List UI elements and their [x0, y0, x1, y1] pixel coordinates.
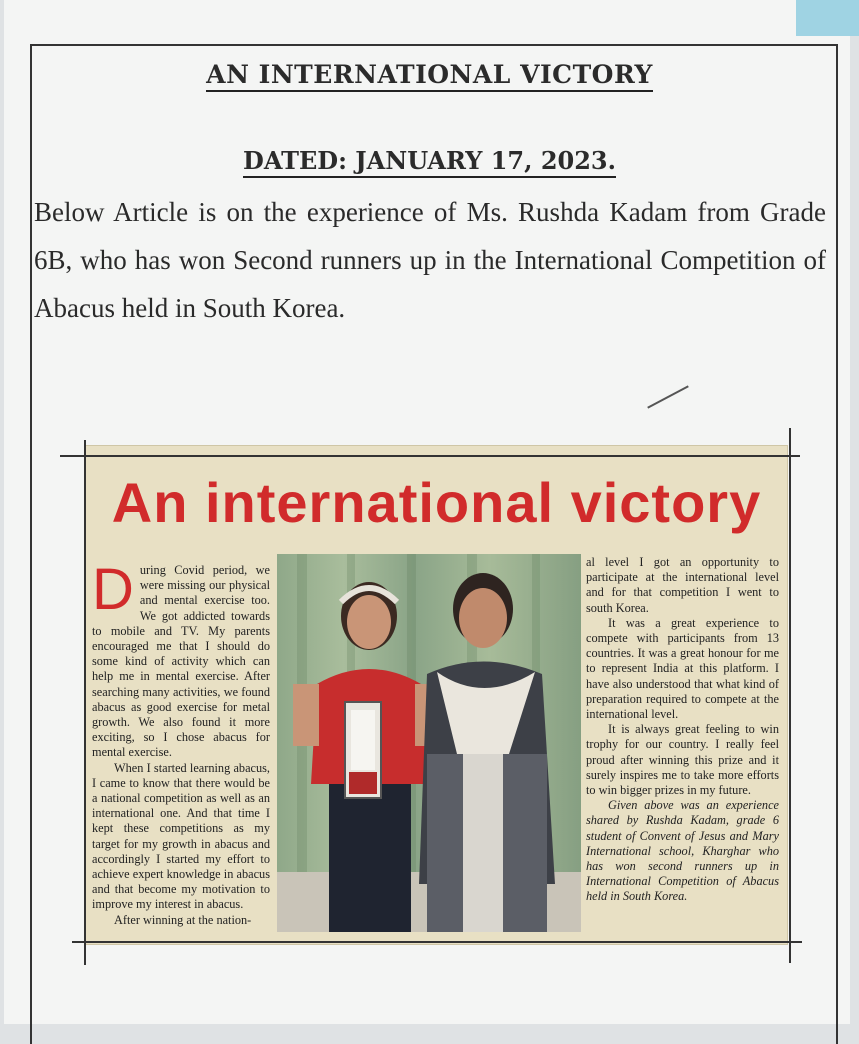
left-paragraph-2: When I started learning abacus, I came to know that there would be a national competition as well as an international one. And that time I kept these competitions as my target for my growth in abacus and accordingly I started my effort to achieve expert knowledge in abacus and that become my motivation to improve my interest in abacus.: [92, 760, 270, 912]
clipping-border-top: [60, 455, 800, 457]
clipping-border-right: [789, 428, 791, 963]
article-date: [0, 146, 859, 175]
left-paragraph-1: [92, 557, 270, 761]
news-photo: [277, 554, 581, 932]
right-paragraph-1: al level I got an opportunity to participate at the international level and for that competition I went to south Korea.: [586, 555, 779, 615]
clipping-headline: An international victory: [111, 471, 762, 534]
right-paragraph-4: Given above was an experience shared by Rushda Kadam, grade 6 student of Convent of Jesus and Mary International school, Kharghar who has won second runners up in International Competition of Abacus held in South Korea.: [586, 798, 779, 904]
tape-strip: [796, 0, 859, 36]
intro-paragraph: Below Article is on the experience of Ms. Rushda Kadam from Grade 6B, who has won Second runners up in the International Competition of Abacus held in South Korea.: [34, 197, 826, 323]
clipping-right-column: [586, 555, 779, 905]
page-title-text: AN INTERNATIONAL VICTORY: [206, 60, 653, 92]
right-paragraph-2: It was a great experience to compete with participants from 13 countries. It was a great honour for me to represent India at this platform. I have also understood that what kind of preparation required to compete at the international level.: [586, 615, 779, 722]
drop-cap: D: [92, 557, 134, 622]
left-paragraph-3: After winning at the nation-: [114, 912, 252, 927]
article-date-text: DATED: JANUARY 17, 2023.: [243, 146, 616, 178]
page-title: [0, 60, 859, 89]
left-paragraph-1-text: uring Covid period, we were missing our physical and mental exercise too. We got addicted towards to mobile and TV. My parents encouraged me that I should do some kind of activity which can help me in mental exercise. After searching many activities, we found abacus as good exercise for metal growth. We also found it more exciting, so I chose abacus for mental exercise.: [92, 563, 270, 760]
clipping-border-bottom: [72, 941, 802, 943]
photo-illustration: [277, 554, 581, 932]
clipping-left-column: [92, 557, 270, 928]
right-paragraph-3: It is always great feeling to win trophy for our country. I really feel proud after winning this prize and it surely inspires me to take more efforts to win bigger prizes in my future.: [586, 722, 779, 798]
